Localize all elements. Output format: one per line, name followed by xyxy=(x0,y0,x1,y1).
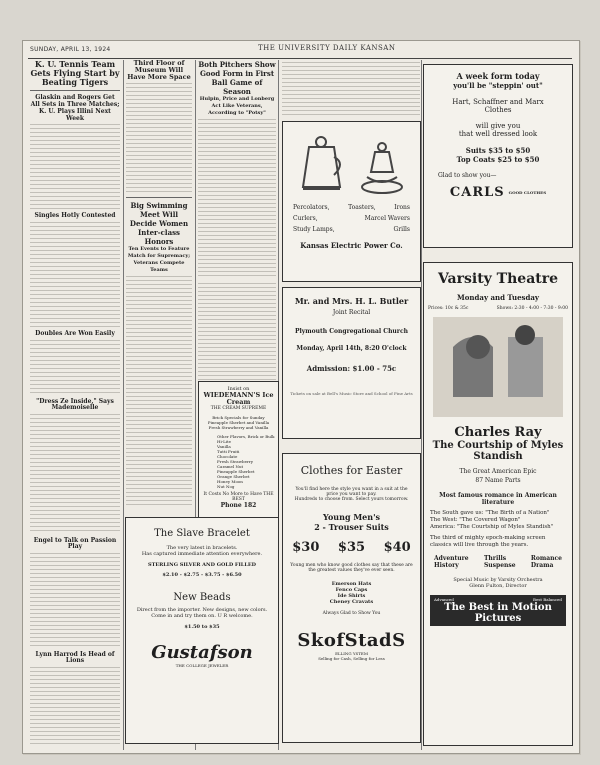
lions-body xyxy=(30,667,120,747)
appliance-row-3 xyxy=(293,224,410,235)
varsity-prices: Prices: 10c & 35c xyxy=(428,306,469,311)
wiedemann-list xyxy=(217,434,278,489)
varsity-music: Special Music by Varsity Orchestra xyxy=(453,577,543,583)
wiedemann-insist: Insist on xyxy=(227,386,250,392)
hart-line1: A week form today xyxy=(456,71,540,81)
paper-title: THE UNIVERSITY DAILY KANSAN xyxy=(258,44,396,52)
column-4 xyxy=(282,60,420,118)
tennis-divider xyxy=(30,90,120,91)
wiedemann-line3: Fresh Strawberry and Vanilla xyxy=(208,425,269,430)
easter-line3-text: Select yours tomorrow. xyxy=(355,497,409,502)
swim-headline: Big Swimming Meet Will Decide Women Inter-class Honors xyxy=(129,201,189,246)
tennis-subhead: Glaskin and Rogers Get All Sets in Three Matches; K. U. Plays Illini Next Week xyxy=(30,94,120,122)
dress-head: "Dress Ze Inside," Says Mademoiselle xyxy=(36,398,114,411)
hart-line5: will give you xyxy=(475,122,521,130)
hart-line8: Top Coats $25 to $50 xyxy=(456,155,540,164)
header-rule xyxy=(28,58,572,59)
skofstads-mid: ELLING YSTEM xyxy=(335,651,368,656)
hart-line2: you'll be "steppin' out" xyxy=(453,81,543,90)
swim-body xyxy=(126,276,192,506)
flavor-1: Hi-Lite xyxy=(217,439,232,444)
item-curlers: Curlers, xyxy=(293,215,318,222)
item-irons: Irons xyxy=(394,204,410,211)
butler-line3: Monday, April 14th, 8:20 O'clock xyxy=(296,345,407,352)
varsity-parts: 87 Name Parts xyxy=(475,477,521,484)
wiedemann-line4: It Costs No More to Have THE BEST xyxy=(203,492,274,502)
lions-head: Lynn Harrod Is Head of Lions xyxy=(35,651,115,664)
percolator-icon xyxy=(294,132,349,202)
varsity-title: Varsity Theatre xyxy=(437,271,559,287)
varsity-col-3-b: Drama xyxy=(530,562,554,569)
dress-body xyxy=(30,414,120,534)
slave-bracelet-ad xyxy=(125,517,279,744)
easter-prices xyxy=(283,540,420,555)
carls-logo-sub: GOOD CLOTHES xyxy=(508,190,547,195)
wiedemann-phone: Phone 182 xyxy=(220,502,257,509)
slave-line1: The very latest in bracelets. xyxy=(166,545,238,551)
hart-line6: that well dressed look xyxy=(458,130,538,138)
slave-line2: Has captured immediate attention everywhere. xyxy=(141,551,263,557)
kansas-electric-ad xyxy=(282,121,421,282)
slave-line6 xyxy=(126,613,278,619)
easter-line8: Cheney Cravats xyxy=(329,599,374,605)
tennis-body xyxy=(30,124,120,209)
gustafson-sub: THE COLLEGE JEWELER xyxy=(175,663,229,668)
butler-title: Mr. and Mrs. H. L. Butler xyxy=(294,296,409,306)
flavor-0: Other Flavors, Brick or Bulk xyxy=(217,434,275,439)
skofstads-logo: SkofStadS xyxy=(297,630,406,651)
flavor-10: Nut Nog xyxy=(217,484,235,489)
flavor-5: Fresh Strawberry xyxy=(217,459,254,464)
item-marcel-wavers: Marcel Wavers xyxy=(364,215,410,222)
hart-line7: Suits $35 to $50 xyxy=(465,146,531,155)
varsity-south: The South gave us: "The Birth of a Nation" xyxy=(430,510,550,516)
varsity-america: America: "The Courtship of Myles Standish" xyxy=(430,524,554,530)
varsity-info xyxy=(424,302,572,311)
easter-line5: Emerson Hats xyxy=(331,581,372,587)
museum-headline: Third Floor of Museum Will Have More Space xyxy=(127,60,191,81)
ball-headline: Both Pitchers Show Good Form in First Ball Game of Season xyxy=(198,60,276,96)
wiedemann-tag: THE CREAM SUPREME xyxy=(210,406,267,411)
singles-body xyxy=(30,222,120,327)
varsity-tag: Most famous romance in American literature xyxy=(439,492,557,506)
varsity-epic: The Great American Epic xyxy=(459,468,537,475)
easter-line1: You'll find here the style you want in a suit at the price you want to pay. xyxy=(295,487,408,497)
column-rule-4 xyxy=(421,60,422,750)
varsity-col-3 xyxy=(531,555,562,569)
column-rule-1 xyxy=(123,60,124,750)
col4-body xyxy=(282,62,420,117)
easter-price-35: $35 xyxy=(337,540,366,555)
kansas-electric-footer: Kansas Electric Power Co. xyxy=(300,241,403,250)
flavor-9: Honey Moon xyxy=(217,479,243,484)
slave-line8: $1.50 to $35 xyxy=(184,624,220,630)
varsity-banner-text: The Best in Motion Pictures xyxy=(444,602,552,624)
butler-line1: Joint Recital xyxy=(332,309,371,316)
varsity-col-1-a: Adventure xyxy=(434,555,469,562)
item-toasters: Toasters, xyxy=(348,204,376,211)
easter-price-30: $30 xyxy=(292,540,320,555)
varsity-banner-right: Best Balanced xyxy=(533,597,562,602)
butler-line5: Tickets on sale at Bell's Music Store and School of Fine Arts xyxy=(290,391,413,396)
appliance-list xyxy=(283,202,420,235)
varsity-col-2-a: Thrills xyxy=(483,555,507,562)
slave-line7-text: U R welcome. xyxy=(217,613,253,619)
varsity-columns xyxy=(424,549,572,569)
tennis-headline: K. U. Tennis Team Gets Flying Start by Beating Tigers xyxy=(30,60,120,87)
slave-line4: $2.10 - $2.75 - $3.75 - $6.50 xyxy=(162,572,242,578)
varsity-banner-left: Advanced xyxy=(434,597,454,602)
varsity-line1: Monday and Tuesday xyxy=(457,293,539,302)
varsity-shows: Shows: 2:30 - 4:00 - 7:30 - 9:00 xyxy=(496,306,568,311)
flavor-7: Pineapple Sherbet xyxy=(217,469,255,474)
doubles-body xyxy=(30,340,120,395)
easter-price-40: $40 xyxy=(383,540,411,555)
item-percolators: Percolators, xyxy=(293,204,330,211)
coffee-service-icon xyxy=(355,132,410,202)
varsity-col-1 xyxy=(434,555,469,569)
varsity-col-2 xyxy=(484,555,516,569)
hart-line9: Glad to show you— xyxy=(438,172,497,179)
page-header xyxy=(30,44,570,56)
carls-logo-text: CARLS xyxy=(449,185,505,200)
ball-body xyxy=(198,119,276,279)
varsity-film: The Courtship of Myles Standish xyxy=(432,440,564,462)
swim-subhead: Ten Events to Feature Match for Supremacy; Veterans Compete Teams xyxy=(127,246,191,273)
engel-head: Engel to Talk on Passion Play xyxy=(33,537,117,550)
slave-title2: New Beads xyxy=(173,592,231,603)
easter-line6: Fenco Caps xyxy=(335,587,368,593)
easter-line9: Always Glad to Show You xyxy=(322,611,381,616)
varsity-theatre-ad xyxy=(423,262,573,746)
easter-line2 xyxy=(283,497,420,502)
easter-title3: 2 - Trouser Suits xyxy=(314,522,389,532)
varsity-star: Charles Ray xyxy=(454,425,542,440)
appliance-row-2 xyxy=(293,213,410,224)
skofstads-sub: Selling for Cash, Selling for Less xyxy=(318,656,385,661)
butler-recital-ad xyxy=(282,287,421,439)
easter-title: Clothes for Easter xyxy=(300,464,403,477)
singles-head: Singles Hotly Contested xyxy=(34,212,116,219)
slave-line6-text: Come in and try them on. xyxy=(151,613,216,619)
varsity-col-1-b: History xyxy=(434,562,459,569)
museum-divider xyxy=(126,197,192,198)
easter-title2: Young Men's xyxy=(322,512,381,522)
varsity-third: The third of mighty epoch-making screen classics will live through the years. xyxy=(430,535,546,548)
column-2 xyxy=(126,60,192,515)
film-still-image xyxy=(433,317,563,417)
slave-line3: STERLING SILVER AND GOLD FILLED xyxy=(147,562,256,568)
wiedemann-title: WIEDEMANN'S Ice Cream xyxy=(203,391,274,406)
flavor-3: Tutti Fruiti xyxy=(217,449,240,454)
carls-logo xyxy=(424,185,572,200)
flavor-6: Caramel Nut xyxy=(217,464,244,469)
butler-line4: Admission: $1.00 - 75c xyxy=(306,364,397,373)
easter-clothes-ad xyxy=(282,453,421,743)
doubles-head: Doubles Are Won Easily xyxy=(35,330,115,337)
slave-line5: Direct from the importer. New designs, new colors. xyxy=(136,607,268,613)
varsity-col-3-a: Romance xyxy=(530,555,562,562)
easter-line4: Young men who know good clothes say that these are the greatest values they've ever seen. xyxy=(290,563,413,573)
gustafson-logo: Gustafson xyxy=(151,642,253,663)
issue-date: SUNDAY, APRIL 13, 1924 xyxy=(30,46,111,53)
engel-body xyxy=(30,553,120,648)
easter-line2-text: Hundreds to choose from. xyxy=(294,497,355,502)
hart-line4: Clothes xyxy=(484,106,512,114)
flavor-2: Vanilla xyxy=(217,444,231,449)
hart-line3: Hart, Schaffner and Marx xyxy=(452,98,544,106)
easter-line7: Ide Shirts xyxy=(337,593,366,599)
item-grills: Grills xyxy=(393,226,410,233)
column-1 xyxy=(30,60,120,750)
varsity-lines xyxy=(424,506,572,549)
item-study-lamps: Study Lamps, xyxy=(293,226,335,233)
varsity-banner xyxy=(430,595,566,626)
varsity-col-2-b: Suspense xyxy=(483,562,516,569)
wiedemann-line1: Brick Specials for Sunday xyxy=(212,415,265,420)
ball-subhead: Hulpin, Price and Lonberg Act Like Veterans, According to "Potsy" xyxy=(199,96,275,116)
flavor-4: Chocolate xyxy=(217,454,238,459)
appliance-row-1 xyxy=(293,202,410,213)
flavor-8: Orange Sherbet xyxy=(217,474,250,479)
museum-body xyxy=(126,83,192,193)
varsity-music2: Glenn Fulton, Director xyxy=(469,583,527,589)
appliance-images xyxy=(283,132,420,202)
varsity-west: The West: "The Covered Wagon" xyxy=(430,517,521,523)
slave-title: The Slave Bracelet xyxy=(154,528,250,539)
butler-line2: Plymouth Congregational Church xyxy=(295,328,408,335)
wiedemann-line2: Pineapple Sherbet and Vanilla xyxy=(207,420,270,425)
hart-schaffner-ad xyxy=(423,64,573,248)
wiedemann-ad xyxy=(198,381,279,524)
